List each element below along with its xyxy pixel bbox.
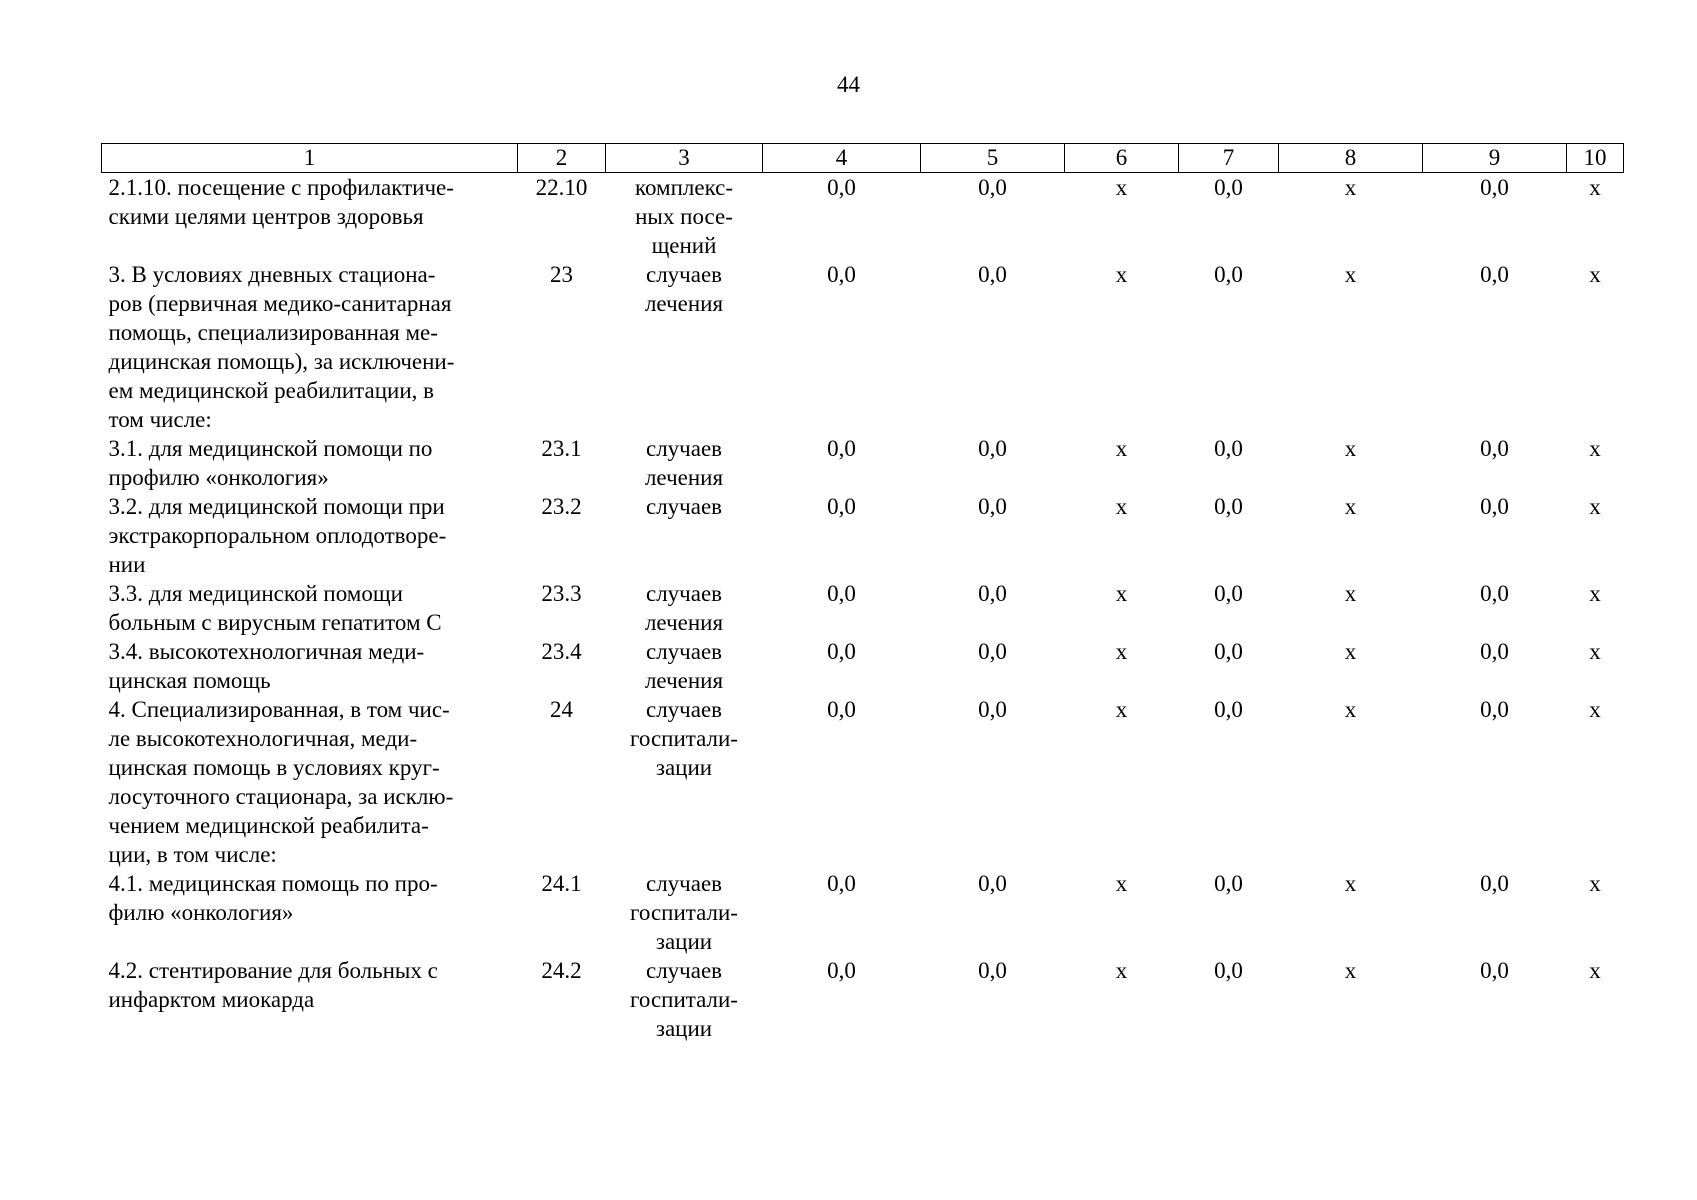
column-header-10: 10 (1567, 144, 1624, 173)
table-row (102, 434, 1624, 492)
value-cell-col-5: 0,0 (978, 262, 1007, 287)
indicator-name (102, 173, 518, 261)
value-cell-col-9: 0,0 (1480, 494, 1509, 519)
row-code: 23.4 (541, 639, 582, 664)
value-cell-col-10: х (1589, 494, 1601, 519)
table-row (102, 637, 1624, 695)
value-cell-col-4: 0,0 (827, 958, 856, 983)
value-cell-col-8: х (1344, 494, 1357, 519)
value-cell-col-4: 0,0 (827, 494, 856, 519)
indicator-name-line: нии (108, 552, 146, 577)
row-code: 24.2 (541, 958, 582, 983)
header-row (102, 144, 1624, 173)
value-cell-col-10: х (1589, 175, 1601, 200)
value-cell-col-6: х (1115, 871, 1128, 896)
row-code: 23.2 (541, 494, 582, 519)
row-code: 24.1 (541, 871, 582, 896)
unit-line: случаев (645, 494, 723, 519)
indicator-name-line: профилю «онкология» (108, 465, 329, 490)
value-cell-col-5: 0,0 (978, 581, 1007, 606)
indicator-name-line: ров (первичная медико-санитарная (108, 291, 452, 316)
unit-of-measure (606, 260, 763, 434)
indicator-name-line: 3.4. высокотехнологичная меди- (108, 639, 425, 664)
value-cell-col-5: 0,0 (978, 175, 1007, 200)
value-cell-col-10: х (1589, 581, 1601, 606)
indicator-name-line: цинская помощь (108, 668, 271, 693)
value-cell-col-8: х (1344, 581, 1357, 606)
indicator-name-line: 4.1. медицинская помощь по про- (108, 871, 438, 896)
indicator-name-line: помощь, специализированная ме- (108, 320, 438, 345)
value-cell-col-8: х (1344, 871, 1357, 896)
indicator-name (102, 492, 518, 579)
indicator-name-line: экстракорпоральном оплодотворе- (108, 523, 447, 548)
row-code: 23.1 (541, 436, 582, 461)
unit-of-measure (606, 695, 763, 869)
indicator-name-line: филю «онкология» (108, 900, 294, 925)
value-cell-col-9: 0,0 (1480, 581, 1509, 606)
row-code: 22.10 (535, 175, 588, 200)
unit-line: случаев (645, 436, 723, 461)
unit-line: случаев (645, 581, 723, 606)
value-cell-col-4: 0,0 (827, 697, 856, 722)
value-cell-col-6: х (1115, 175, 1128, 200)
unit-line: случаев (645, 697, 723, 722)
unit-line: госпитали- (630, 987, 738, 1012)
value-cell-col-7: 0,0 (1214, 494, 1243, 519)
indicator-name-line: 4.2. стентирование для больных с (108, 958, 438, 983)
row-code: 23 (550, 262, 573, 287)
table-row (102, 956, 1624, 1043)
value-cell-col-10: х (1589, 262, 1601, 287)
indicator-name (102, 434, 518, 492)
value-cell-col-8: х (1344, 639, 1357, 664)
row-code: 24 (550, 697, 573, 722)
indicator-name-line: ле высокотехнологичная, меди- (108, 726, 418, 751)
value-cell-col-8: х (1344, 436, 1357, 461)
value-cell-col-7: 0,0 (1214, 871, 1243, 896)
value-cell-col-4: 0,0 (827, 639, 856, 664)
table-row (102, 695, 1624, 869)
value-cell-col-7: 0,0 (1214, 958, 1243, 983)
value-cell-col-8: х (1344, 958, 1357, 983)
value-cell-col-8: х (1344, 697, 1357, 722)
unit-of-measure (606, 869, 763, 956)
unit-of-measure (606, 637, 763, 695)
table-row (102, 492, 1624, 579)
indicator-name (102, 260, 518, 434)
value-cell-col-9: 0,0 (1480, 697, 1509, 722)
indicator-name-line: ции, в том числе: (108, 842, 277, 867)
indicator-name-line: 3.3. для медицинской помощи (108, 581, 403, 606)
value-cell-col-5: 0,0 (978, 494, 1007, 519)
value-cell-col-5: 0,0 (978, 871, 1007, 896)
table-row (102, 173, 1624, 261)
unit-line: лечения (644, 610, 724, 635)
unit-line: случаев (645, 958, 723, 983)
value-cell-col-6: х (1115, 697, 1128, 722)
indicator-name (102, 579, 518, 637)
value-cell-col-7: 0,0 (1214, 581, 1243, 606)
unit-line: случаев (645, 871, 723, 896)
unit-of-measure (606, 434, 763, 492)
unit-line: лечения (644, 668, 724, 693)
indicator-name-line: том числе: (108, 407, 212, 432)
value-cell-col-6: х (1115, 581, 1128, 606)
indicator-name-line: инфарктом миокарда (108, 987, 315, 1012)
indicator-name (102, 956, 518, 1043)
value-cell-col-7: 0,0 (1214, 262, 1243, 287)
value-cell-col-6: х (1115, 262, 1128, 287)
data-table (101, 143, 1624, 1043)
value-cell-col-8: х (1344, 175, 1357, 200)
indicator-name-line: 3.1. для медицинской помощи по (108, 436, 433, 461)
value-cell-col-7: 0,0 (1214, 697, 1243, 722)
indicator-name-line: 4. Специализированная, в том чис- (108, 697, 450, 722)
column-header-5: 5 (921, 144, 1065, 173)
indicator-name-line: цинская помощь в условиях круг- (108, 755, 440, 780)
indicator-name-line: лосуточного стационара, за исклю- (108, 784, 454, 809)
column-header-8: 8 (1279, 144, 1423, 173)
page-number: 44 (837, 72, 860, 97)
value-cell-col-9: 0,0 (1480, 175, 1509, 200)
unit-line: случаев (645, 262, 723, 287)
row-code: 23.3 (541, 581, 582, 606)
table-row (102, 869, 1624, 956)
indicator-name-line: 2.1.10. посещение с профилактиче- (108, 175, 454, 200)
indicator-name-line: 3. В условиях дневных стациона- (108, 262, 436, 287)
value-cell-col-6: х (1115, 639, 1128, 664)
table-row (102, 579, 1624, 637)
unit-line: лечения (644, 465, 724, 490)
unit-line: госпитали- (630, 900, 738, 925)
value-cell-col-6: х (1115, 494, 1128, 519)
value-cell-col-9: 0,0 (1480, 871, 1509, 896)
indicator-name (102, 869, 518, 956)
value-cell-col-4: 0,0 (827, 175, 856, 200)
value-cell-col-4: 0,0 (827, 436, 856, 461)
value-cell-col-8: х (1344, 262, 1357, 287)
unit-line: госпитали- (630, 726, 738, 751)
table-body (102, 173, 1624, 1044)
column-header-3: 3 (606, 144, 763, 173)
unit-line: зации (655, 1016, 713, 1041)
value-cell-col-9: 0,0 (1480, 958, 1509, 983)
column-header-2: 2 (518, 144, 606, 173)
value-cell-col-10: х (1589, 871, 1601, 896)
value-cell-col-7: 0,0 (1214, 175, 1243, 200)
column-header-6: 6 (1065, 144, 1179, 173)
value-cell-col-7: 0,0 (1214, 639, 1243, 664)
value-cell-col-10: х (1589, 436, 1601, 461)
indicator-name-line: ем медицинской реабилитации, в (108, 378, 435, 403)
column-header-1: 1 (102, 144, 518, 173)
value-cell-col-5: 0,0 (978, 436, 1007, 461)
value-cell-col-9: 0,0 (1480, 436, 1509, 461)
indicator-name-line: чением медицинской реабилита- (108, 813, 429, 838)
value-cell-col-9: 0,0 (1480, 262, 1509, 287)
unit-line: лечения (644, 291, 724, 316)
value-cell-col-7: 0,0 (1214, 436, 1243, 461)
column-header-9: 9 (1423, 144, 1567, 173)
value-cell-col-5: 0,0 (978, 697, 1007, 722)
value-cell-col-5: 0,0 (978, 639, 1007, 664)
unit-of-measure (606, 173, 763, 261)
value-cell-col-10: х (1589, 639, 1601, 664)
value-cell-col-10: х (1589, 697, 1601, 722)
unit-of-measure (606, 956, 763, 1043)
value-cell-col-4: 0,0 (827, 581, 856, 606)
unit-line: зации (655, 755, 713, 780)
indicator-name-line: скими целями центров здоровья (108, 204, 424, 229)
value-cell-col-6: х (1115, 436, 1128, 461)
indicator-name-line: дицинская помощь), за исключени- (108, 349, 455, 374)
unit-line: зации (655, 929, 713, 954)
value-cell-col-4: 0,0 (827, 871, 856, 896)
value-cell-col-10: х (1589, 958, 1601, 983)
unit-of-measure (606, 579, 763, 637)
value-cell-col-9: 0,0 (1480, 639, 1509, 664)
indicator-name (102, 695, 518, 869)
unit-line: случаев (645, 639, 723, 664)
table-row (102, 260, 1624, 434)
indicator-name-line: 3.2. для медицинской помощи при (108, 494, 445, 519)
indicator-name (102, 637, 518, 695)
unit-line: комплекс- (634, 175, 734, 200)
unit-line: щений (651, 233, 717, 258)
value-cell-col-6: х (1115, 958, 1128, 983)
value-cell-col-5: 0,0 (978, 958, 1007, 983)
column-header-4: 4 (763, 144, 921, 173)
unit-of-measure (606, 492, 763, 579)
indicator-name-line: больным с вирусным гепатитом С (108, 610, 442, 635)
value-cell-col-4: 0,0 (827, 262, 856, 287)
column-header-7: 7 (1179, 144, 1279, 173)
unit-line: ных посе- (635, 204, 733, 229)
